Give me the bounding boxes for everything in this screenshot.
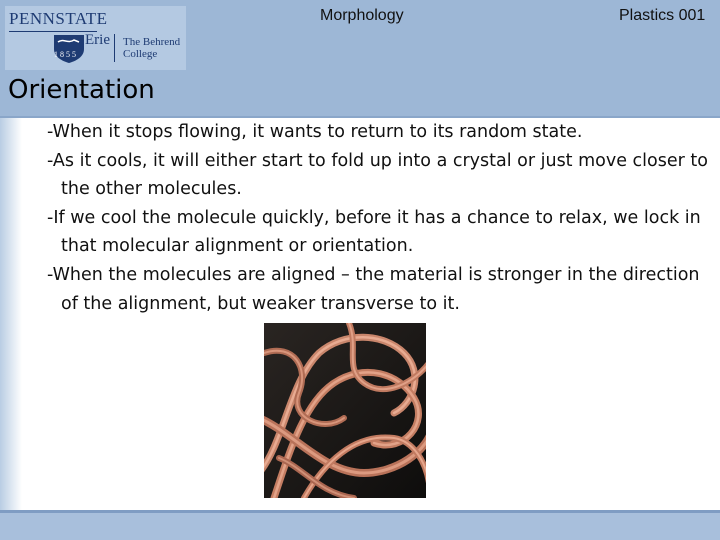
logo-separator (114, 34, 115, 62)
course-name: Plastics 001 (619, 7, 706, 24)
logo-wordmark: PENNSTATE (9, 9, 108, 28)
logo-rule (9, 31, 97, 32)
bullet-item: -If we cool the molecule quickly, before it has a chance to relax, we lock in that molecular alignment or orientation. (47, 207, 701, 257)
bullet-list (47, 118, 711, 318)
slide-title: Orientation (8, 75, 155, 105)
bullet-item: -When the molecules are aligned – the material is stronger in the direction of the alignment, but weaker transverse to it. (47, 264, 700, 314)
plastic-strands-photo (264, 323, 426, 498)
bullet-item: -When it stops flowing, it wants to return to its random state. (47, 122, 583, 142)
university-logo (5, 6, 186, 70)
logo-college: The Behrend College (123, 36, 181, 60)
logo-campus: Erie (85, 32, 110, 48)
left-accent-strip (0, 118, 22, 510)
footer-band (0, 510, 720, 540)
logo-year: 1855 (54, 50, 78, 59)
slide-topic: Morphology (320, 7, 404, 24)
strands-illustration (264, 323, 426, 498)
bullet-item: -As it cools, it will either start to fold up into a crystal or just move closer to the other molecules. (47, 150, 708, 200)
